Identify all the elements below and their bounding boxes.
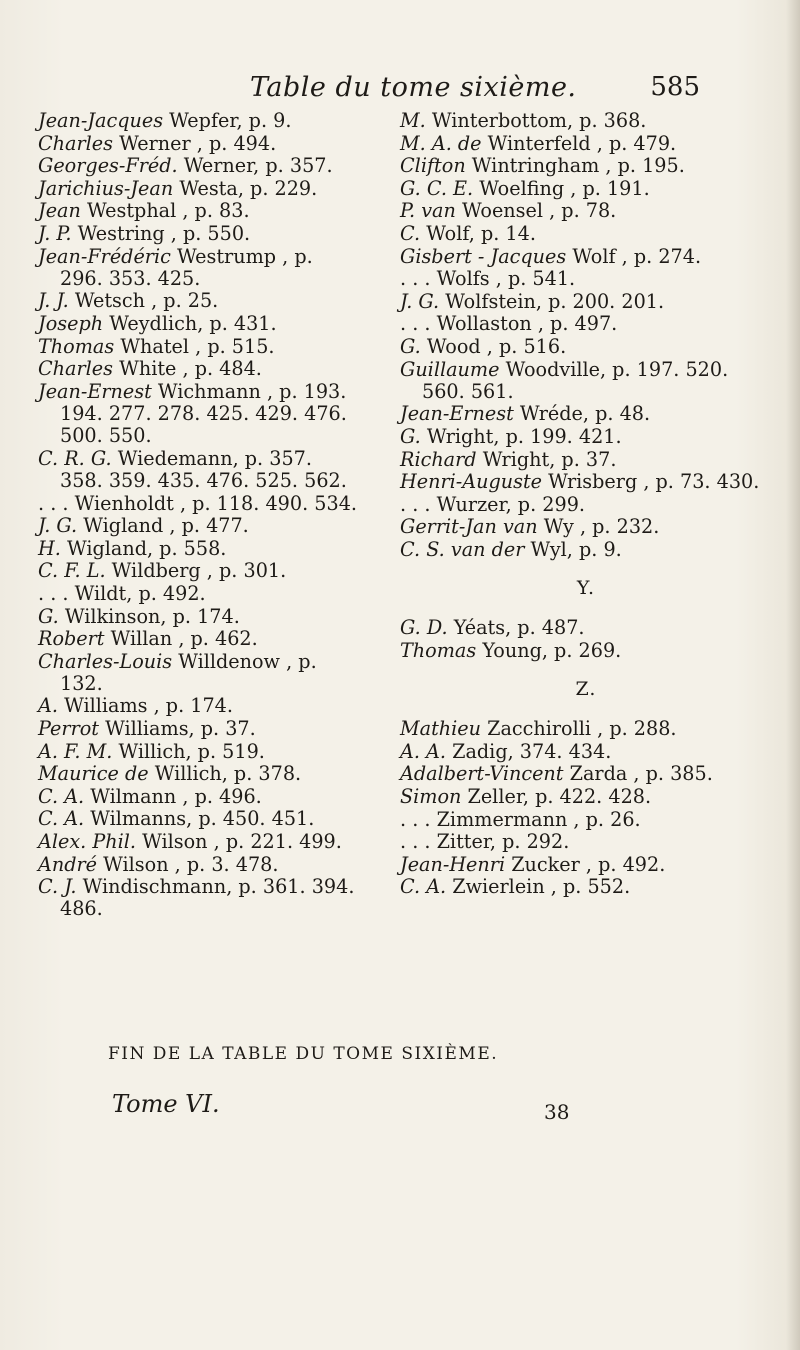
entry-given-name: Charles [38,131,113,155]
entry-given-name: Charles-Louis [38,649,173,673]
entry-given-name: C. A. [38,784,85,808]
entry-given-name: Jean-Jacques [38,109,164,132]
index-entry [400,876,772,898]
entry-surname-pages: Young, p. 269. [482,638,622,662]
entry-given-name: Joseph [38,311,104,335]
entry-surname-pages: . . . Wurzer, p. 299. [400,492,585,516]
index-entry [400,403,772,425]
entry-surname-pages: . . . Wolfs , p. 541. [400,267,576,291]
entry-surname-pages: Whatel , p. 515. [120,334,275,358]
index-entry [400,133,772,155]
index-entry [400,268,772,290]
entry-surname-pages: Zadig, 374. 434. [452,739,612,763]
signature-mark: 38 [544,1100,570,1124]
entry-surname-pages: Wichmann , p. 193. 194. 277. 278. 425. 429. 476. 500. 550. [60,379,347,448]
entry-surname-pages: Werner, p. 357. [183,154,333,178]
right-column [400,110,772,899]
index-entry [38,313,360,335]
index-entry [38,831,360,853]
entry-surname-pages: Wetsch , p. 25. [74,289,219,313]
entry-given-name: Jarichius-Jean [38,176,174,200]
index-entry [400,426,772,448]
entry-surname-pages: Zwierlein , p. 552. [452,875,631,899]
index-entry [38,808,360,830]
end-of-table-note: FIN DE LA TABLE DU TOME SIXIÈME. [108,1044,499,1064]
index-entry [400,291,772,313]
entry-given-name: Robert [38,627,105,651]
entry-surname-pages: Woensel , p. 78. [461,199,617,223]
entry-given-name: Alex. Phil. [38,830,137,854]
entry-given-name: Georges-Fréd. [38,154,178,178]
index-entry [400,786,772,808]
entry-given-name: C. F. L. [38,559,106,583]
entries-z [400,718,772,898]
entry-surname-pages: Zarda , p. 385. [569,762,713,786]
entry-surname-pages: Wiedemann, p. 357. 358. 359. 435. 476. 525. 562. [60,446,347,492]
entry-surname-pages: Wolf , p. 274. [572,244,702,268]
header-title: Table du tome sixième. [250,72,577,103]
entry-surname-pages: Wolf, p. 14. [426,221,536,245]
index-entry [38,606,360,628]
section-heading-y: Y. [576,577,596,600]
index-entry [400,313,772,335]
entry-given-name: Thomas [38,334,115,358]
entry-given-name: J. G. [400,289,440,313]
index-entry [400,200,772,222]
entry-surname-pages: Wolfstein, p. 200. 201. [445,289,665,313]
entry-surname-pages: Zacchirolli , p. 288. [487,717,677,741]
entry-surname-pages: Wilkinson, p. 174. [64,604,240,628]
entry-surname-pages: Willdenow , p. 132. [60,649,317,695]
entries-w [400,110,772,561]
index-entry [38,786,360,808]
index-entry [400,539,772,561]
index-entry [38,358,360,380]
entry-given-name: A. A. [400,739,447,763]
entry-given-name: J. P. [38,221,72,245]
entry-surname-pages: Woodville, p. 197. 520. 560. 561. [422,357,729,403]
entry-surname-pages: Winterfeld , p. 479. [487,131,677,155]
entry-surname-pages: Weydlich, p. 431. [109,311,277,335]
entry-surname-pages: Williams, p. 37. [105,717,256,741]
index-entry [38,741,360,763]
index-entry [38,493,360,515]
index-entry [400,640,772,662]
entry-surname-pages: . . . Wildt, p. 492. [38,581,206,605]
entry-surname-pages: Willich, p. 378. [154,762,302,786]
entry-given-name: Jean [38,199,81,223]
entry-surname-pages: Zeller, p. 422. 428. [467,785,652,809]
entry-surname-pages: Westrump , p. 296. 353. 425. [60,244,313,290]
entry-surname-pages: Woelfing , p. 191. [479,176,650,200]
entry-given-name: J. G. [38,514,78,538]
entry-surname-pages: Wintringham , p. 195. [471,154,685,178]
index-entry [400,718,772,740]
index-entry [38,200,360,222]
entry-given-name: H. [38,536,61,560]
entry-given-name: G. C. E. [400,176,474,200]
entry-surname-pages: Wrisberg , p. 73. 430. [548,470,760,494]
entry-given-name: A. F. M. [38,739,113,763]
index-entry [400,336,772,358]
entry-given-name: G. [38,604,59,628]
entry-surname-pages: Wilmann , p. 496. [90,784,262,808]
entry-surname-pages: . . . Wollaston , p. 497. [400,312,618,336]
entry-given-name: Adalbert-Vincent [400,762,564,786]
entry-surname-pages: Wigland, p. 558. [66,536,227,560]
entry-given-name: G. D. [400,616,448,640]
entry-surname-pages: Williams , p. 174. [64,694,233,718]
index-entry [38,110,360,132]
index-entry [400,494,772,516]
entry-given-name: Jean-Frédéric [38,244,171,268]
entry-given-name: M. [400,109,426,132]
entry-given-name: C. [400,221,421,245]
entry-given-name: M. A. de [400,131,482,155]
entry-surname-pages: Willan , p. 462. [110,627,258,651]
entry-surname-pages: Windischmann, p. 361. 394. 486. [60,875,355,921]
section-heading-z: Z. [575,678,597,701]
entry-given-name: J. J. [38,289,69,313]
entry-given-name: C. A. [38,807,85,831]
index-entry [38,651,360,695]
index-entry [400,155,772,177]
index-entry [38,133,360,155]
page-number: 585 [650,72,700,102]
index-entry [38,515,360,537]
entry-given-name: C. J. [38,875,77,899]
entry-surname-pages: Westphal , p. 83. [86,199,250,223]
index-entry [38,336,360,358]
tome-label: Tome VI. [112,1090,220,1118]
entry-given-name: Thomas [400,638,477,662]
index-entry [38,246,360,290]
entry-given-name: Gerrit-Jan van [400,515,538,539]
entry-surname-pages: . . . Wienholdt , p. 118. 490. 534. [38,491,358,515]
index-entry [38,628,360,650]
index-entry [38,854,360,876]
index-entry [38,560,360,582]
entry-given-name: Jean-Henri [400,852,506,876]
entry-given-name: Jean-Ernest [38,379,152,403]
index-entry [400,617,772,639]
entries-y [400,617,772,662]
running-header [250,72,700,108]
entry-surname-pages: Wright, p. 199. 421. [426,424,622,448]
index-entry [38,695,360,717]
index-entry [38,583,360,605]
entry-surname-pages: Wildberg , p. 301. [111,559,287,583]
index-entry [400,449,772,471]
entry-given-name: C. A. [400,875,447,899]
index-entry [400,178,772,200]
entry-given-name: C. R. G. [38,446,112,470]
entry-surname-pages: Wilson , p. 221. 499. [142,830,342,854]
entry-surname-pages: Wepfer, p. 9. [169,109,292,132]
entry-surname-pages: Zucker , p. 492. [511,852,666,876]
entry-surname-pages: Willich, p. 519. [118,739,265,763]
entry-given-name: Richard [400,447,477,471]
entry-surname-pages: Wigland , p. 477. [83,514,249,538]
index-entry [38,718,360,740]
entry-given-name: Mathieu [400,717,482,741]
index-entry [38,223,360,245]
entry-given-name: A. [38,694,58,718]
index-entry [38,538,360,560]
index-entry [38,763,360,785]
index-entry [38,290,360,312]
index-entry [400,246,772,268]
entry-surname-pages: Wood , p. 516. [426,334,567,358]
entry-given-name: G. [400,334,421,358]
entry-given-name: Simon [400,785,462,809]
index-entry [38,155,360,177]
index-entry [400,223,772,245]
entry-given-name: Clifton [400,154,466,178]
entry-given-name: Henri-Auguste [400,470,543,494]
index-entry [400,854,772,876]
index-entry [400,516,772,538]
entry-surname-pages: . . . Zimmermann , p. 26. [400,807,641,831]
entry-given-name: Gisbert - Jacques [400,244,567,268]
entry-surname-pages: Wright, p. 37. [482,447,617,471]
index-entry [400,741,772,763]
entry-surname-pages: Wy , p. 232. [543,515,660,539]
index-entry [38,178,360,200]
entry-surname-pages: . . . Zitter, p. 292. [400,830,570,854]
entry-given-name: Jean-Ernest [400,402,514,426]
entry-given-name: P. van [400,199,456,223]
index-entry [400,471,772,493]
index-entry [400,809,772,831]
entry-given-name: C. S. van der [400,537,525,561]
entry-given-name: Maurice de [38,762,149,786]
entry-surname-pages: Wyl, p. 9. [530,537,622,561]
left-column [38,110,360,921]
entry-surname-pages: Wréde, p. 48. [519,402,651,426]
entry-surname-pages: Yéats, p. 487. [453,616,585,640]
entry-surname-pages: Wilmanns, p. 450. 451. [90,807,315,831]
entry-surname-pages: Wilson , p. 3. 478. [103,852,279,876]
index-entry [400,110,772,132]
index-entry [400,763,772,785]
entry-given-name: Guillaume [400,357,500,381]
entry-surname-pages: Winterbottom, p. 368. [431,109,647,132]
entry-given-name: G. [400,424,421,448]
entry-given-name: André [38,852,98,876]
entry-given-name: Perrot [38,717,100,741]
entry-surname-pages: Westa, p. 229. [179,176,318,200]
page-edge-shadow [786,0,800,1350]
index-entry [38,448,360,492]
index-entry [400,359,772,403]
entry-given-name: Charles [38,357,113,381]
index-entry [38,381,360,448]
entry-surname-pages: Westring , p. 550. [77,221,251,245]
index-entry [38,876,360,920]
entry-surname-pages: White , p. 484. [119,357,262,381]
entry-surname-pages: Werner , p. 494. [119,131,277,155]
index-entry [400,831,772,853]
